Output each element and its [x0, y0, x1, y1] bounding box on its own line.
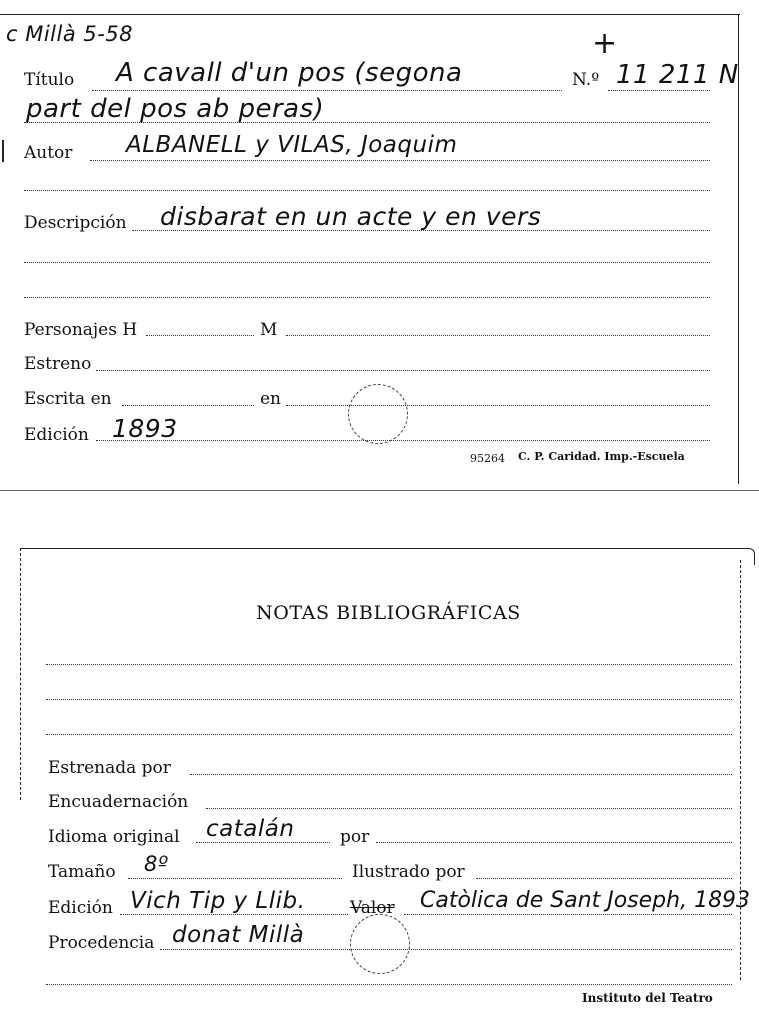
titulo-label: Título [24, 70, 75, 90]
numero-label: N.º [572, 70, 600, 90]
autor-value: ALBANELL y VILAS, Joaquim [126, 132, 458, 158]
autor-label: Autor [24, 143, 73, 163]
encuadernacion-label: Encuadernación [48, 792, 189, 812]
edicion-value-part1: Vich Tip y Llib. [130, 888, 306, 914]
procedencia-value: donat Millà [172, 922, 305, 948]
personajes-label: Personajes H [24, 320, 138, 340]
estrenada-label: Estrenada por [48, 758, 171, 778]
idioma-value: catalán [206, 816, 295, 842]
corner-note: c Millà 5-58 [6, 22, 134, 46]
titulo-value-line1: A cavall d'un pos (segona [116, 58, 463, 88]
edicion-label-2: Edición [48, 898, 113, 918]
ilustrado-label: Ilustrado por [352, 862, 465, 882]
descripcion-label: Descripción [24, 213, 127, 233]
estreno-label: Estreno [24, 354, 92, 374]
institution-footer: Instituto del Teatro [582, 991, 713, 1005]
tamano-value: 8º [144, 852, 169, 876]
descripcion-value: disbarat en un acte y en vers [160, 202, 542, 231]
tamano-label: Tamaño [48, 862, 116, 882]
punch-hole [348, 384, 408, 444]
procedencia-label: Procedencia [48, 933, 155, 953]
escrita-label: Escrita en [24, 389, 112, 409]
punch-hole-2 [350, 914, 410, 974]
escrita-en-label: en [260, 389, 282, 409]
edicion-value: 1893 [112, 414, 178, 443]
personajes-m-label: M [260, 320, 278, 340]
edicion-value-part2: Catòlica de Sant Joseph, 1893 [420, 888, 751, 913]
numero-value: 11 211 N [616, 60, 739, 90]
valor-struck-label: Valor [350, 898, 395, 918]
edicion-label: Edición [24, 425, 89, 445]
idioma-label: Idioma original [48, 827, 180, 847]
notas-heading: NOTAS BIBLIOGRÁFICAS [256, 602, 521, 624]
printer-name: C. P. Caridad. Imp.-Escuela [518, 450, 685, 463]
titulo-value-line2: part del pos ab peras) [26, 94, 325, 124]
cross-mark: + [592, 26, 618, 61]
printer-code: 95264 [470, 452, 505, 465]
por-label: por [340, 827, 370, 847]
